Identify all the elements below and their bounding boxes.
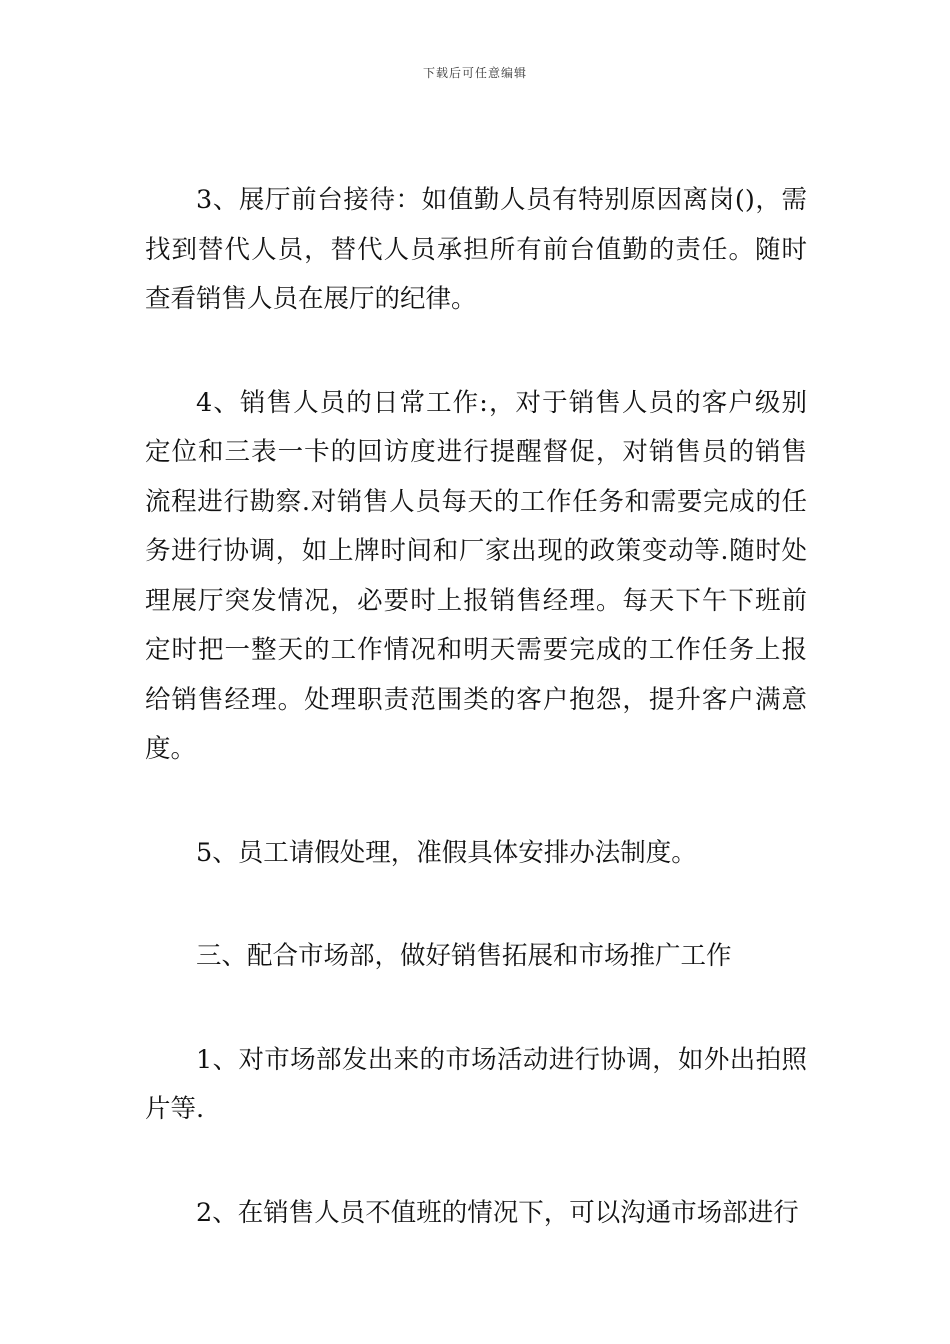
page-header: 下载后可任意编辑	[422, 66, 527, 80]
paragraph-reception: 3、展厅前台接待：如值勤人员有特别原因离岗()，需找到替代人员，替代人员承担所有前台值勤的责任。随时查看销售人员在展厅的纪律。	[145, 185, 807, 314]
paragraph-leave: 5、员工请假处理，准假具体安排办法制度。	[196, 837, 697, 868]
section-heading-marketing: 三、配合市场部，做好销售拓展和市场推广工作	[196, 941, 732, 971]
paragraph-marketing-activities: 1、对市场部发出来的市场活动进行协调，如外出拍照片等.	[145, 1044, 807, 1124]
paragraph-daily-work: 4、销售人员的日常工作:，对于销售人员的客户级别定位和三表一卡的回访度进行提醒督促，对销售员的销售流程进行勘察.对销售人员每天的工作任务和需要完成的任务进行协调，如上牌时间和厂家出现的政策变动等.随时处理展厅突发情况，必要时上报销售经理。每天下午下班前定时把一整天的工作情况和明天需要完成的工作任务上报给销售经理。处理职责范围类的客户抱怨，提升客户满意度。	[145, 387, 807, 764]
document-body	[145, 176, 807, 1238]
paragraph-off-duty: 2、在销售人员不值班的情况下，可以沟通市场部进行	[196, 1197, 799, 1228]
